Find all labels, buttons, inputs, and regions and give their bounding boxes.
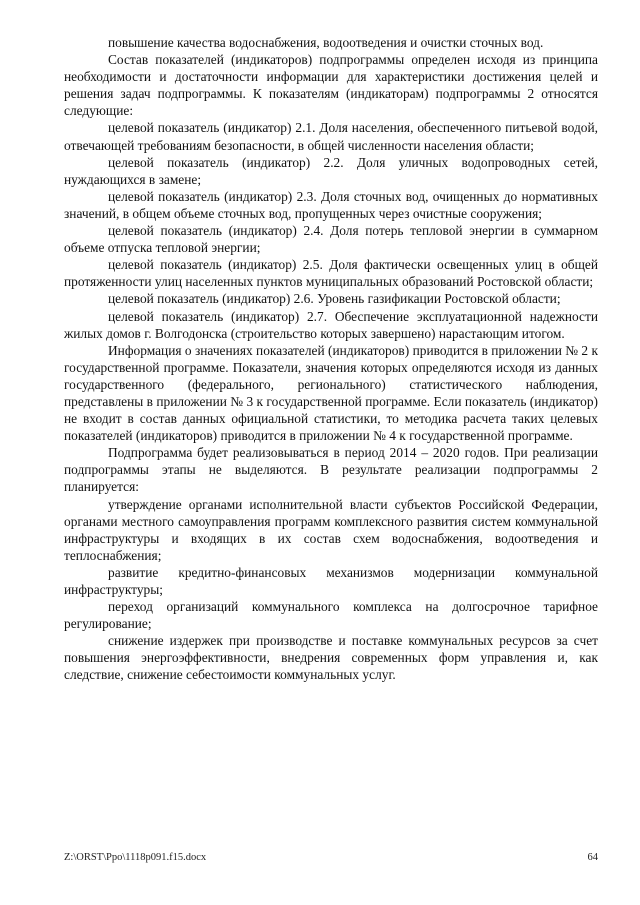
paragraph: целевой показатель (индикатор) 2.3. Доля сточных вод, очищенных до нормативных значений, в общем объеме сточных вод, пропущенных через очистные сооружения; [64, 188, 598, 221]
page-number: 64 [587, 852, 598, 863]
paragraph: Информация о значениях показателей (индикаторов) приводится в приложении № 2 к государственной программе. Показатели, значения которых определяются исходя из данных государственного (федерального, регионального) статистического наблюдения, представлены в приложении № 3 к государственной программе. Если показатель (индикатор) не входит в состав данных официальной статистики, то методика расчета таких целевых показателей (индикаторов) приводится в приложении № 4 к государственной программе. [64, 342, 598, 444]
paragraph: целевой показатель (индикатор) 2.7. Обеспечение эксплуатационной надежности жилых домов г. Волгодонска (строительство которых завершено) нарастающим итогом. [64, 308, 598, 341]
paragraph: целевой показатель (индикатор) 2.2. Доля уличных водопроводных сетей, нуждающихся в замене; [64, 154, 598, 187]
paragraph: повышение качества водоснабжения, водоотведения и очистки сточных вод. [108, 35, 544, 50]
paragraph: целевой показатель (индикатор) 2.5. Доля фактически освещенных улиц в общей протяженности улиц населенных пунктов муниципальных образований Ростовской области; [64, 257, 598, 290]
paragraph: Подпрограмма будет реализовываться в период 2014 – 2020 годов. При реализации подпрограммы этапы не выделяются. В результате реализации подпрограммы 2 планируется: [64, 445, 598, 495]
paragraph: Состав показателей (индикаторов) подпрограммы определен исходя из принципа необходимости и достаточности информации для характеристики достижения целей и решения задач подпрограммы. К показателям (индикаторам) подпрограммы 2 относятся следующие: [64, 52, 598, 119]
document-body [64, 34, 598, 684]
paragraph: утверждение органами исполнительной власти субъектов Российской Федерации, органами местного самоуправления программ комплексного развития систем коммунальной инфраструктуры и входящих в их состав схем водоснабжения, водоотведения и теплоснабжения; [64, 496, 598, 563]
footer-file-path: Z:\ORST\Ppo\1118p091.f15.docx [64, 852, 207, 863]
paragraph: развитие кредитно-финансовых механизмов модернизации коммунальной инфраструктуры; [64, 564, 598, 597]
paragraph: снижение издержек при производстве и поставке коммунальных ресурсов за счет повышения энергоэффективности, внедрения современных форм управления и, как следствие, снижение себестоимости коммунальных услуг. [64, 633, 598, 683]
paragraph: целевой показатель (индикатор) 2.1. Доля населения, обеспеченного питьевой водой, отвечающей требованиям безопасности, в общей численности населения области; [64, 120, 598, 153]
paragraph: целевой показатель (индикатор) 2.4. Доля потерь тепловой энергии в суммарном объеме отпуска тепловой энергии; [64, 223, 598, 256]
paragraph: целевой показатель (индикатор) 2.6. Уровень газификации Ростовской области; [108, 291, 561, 307]
paragraph: переход организаций коммунального комплекса на долгосрочное тарифное регулирование; [64, 599, 598, 632]
